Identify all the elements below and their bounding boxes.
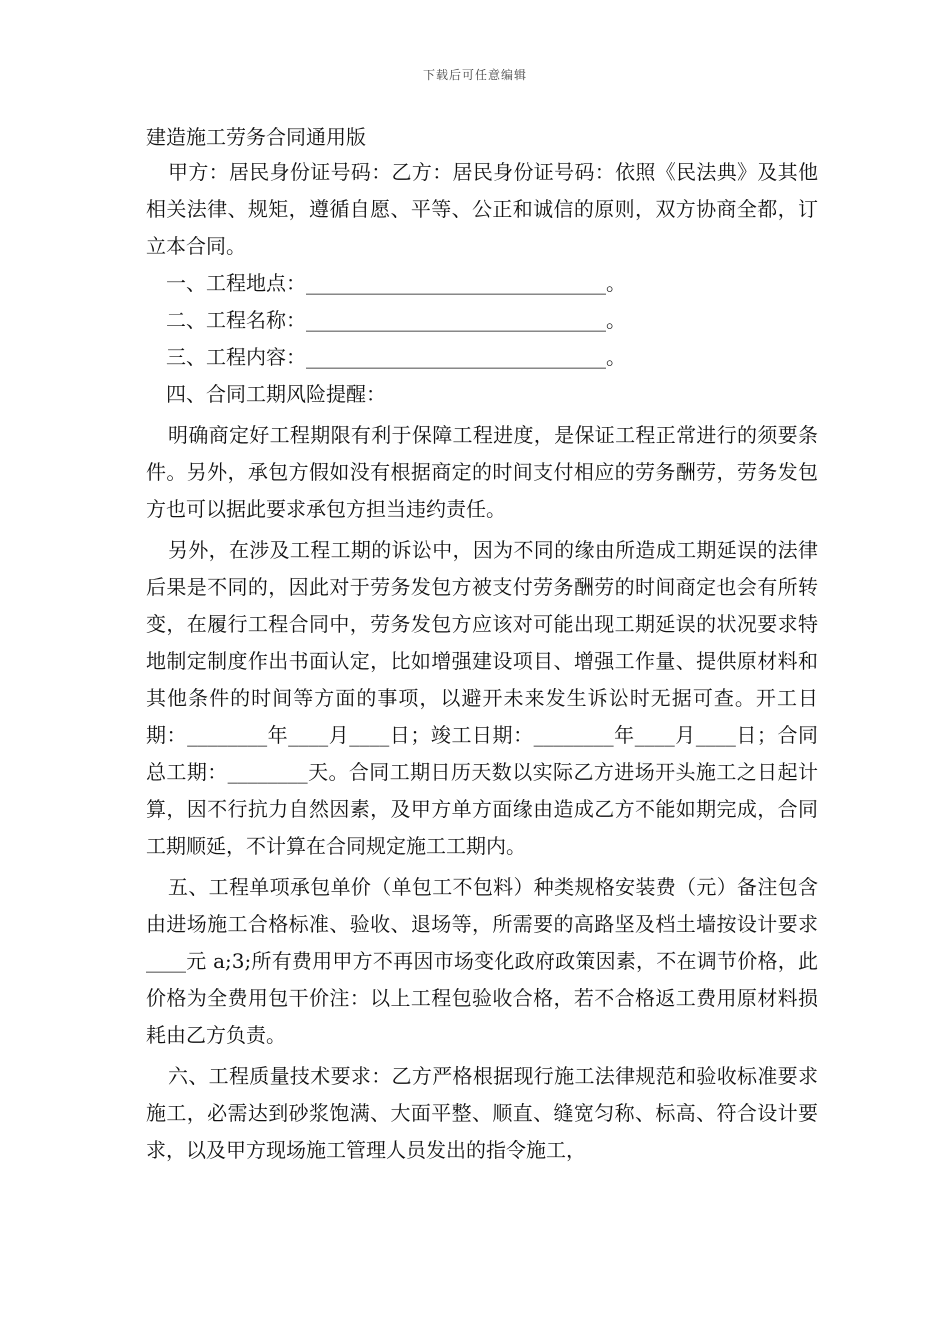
period-paragraph-1: 明确商定好工程期限有利于保障工程进度，是保证工程正常进行的须要条件。另外，承包方假如没有根据商定的时间支付相应的劳务酬劳，劳务发包方也可以据此要求承包方担当违约责任。 xyxy=(146,423,818,521)
page-header-note: 下载后可任意编辑 xyxy=(422,68,527,82)
item5-paragraph: 五、工程单项承包单价（单包工不包料）种类规格安装费（元）备注包含由进场施工合格标准、验收、退场等，所需要的高路坚及档土墙按设计要求____元 a;3;所有费用甲方不再因市场变化政府政策因素，不在调节价格，此价格为全费用包干价注：以上工程包验收合格，若不合格返工费用原材料损耗由乙方负责。 xyxy=(146,875,818,1047)
period-paragraph-2: 另外，在涉及工程工期的诉讼中，因为不同的缘由所造成工期延误的法律后果是不同的，因此对于劳务发包方被支付劳务酬劳的时间商定也会有所转变，在履行工程合同中，劳务发包方应该对可能出现工期延误的状况要求特地制定制度作出书面认定，比如增强建设项目、增强工作量、提供原材料和其他条件的时间等方面的事项，以避开未来发生诉讼时无据可查。开工日期：________年____月____日；竣工日期：________年____月____日；合同总工期：________天。合同工期日历天数以实际乙方进场开头施工之日起计算，因不行抗力自然因素，及甲方单方面缘由造成乙方不能如期完成，合同工期顺延，不计算在合同规定施工工期内。 xyxy=(146,538,818,858)
intro-paragraph: 甲方：居民身份证号码：乙方：居民身份证号码：依照《民法典》及其他相关法律、规矩，遵循自愿、平等、公正和诚信的原则，双方协商全都，订立本合同。 xyxy=(146,160,818,258)
item6-paragraph: 六、工程质量技术要求：乙方严格根据现行施工法律规范和验收标准要求施工，必需达到砂浆饱满、大面平整、顺直、缝宽匀称、标高、符合设计要求，以及甲方现场施工管理人员发出的指令施工， xyxy=(146,1064,818,1162)
item-period-risk-heading: 四、合同工期风险提醒： xyxy=(166,382,386,406)
item-project-location: 一、工程地点：______________________________。 xyxy=(166,271,626,295)
document-body xyxy=(146,122,818,1169)
item-project-content: 三、工程内容：______________________________。 xyxy=(166,345,626,369)
document-title: 建造施工劳务合同通用版 xyxy=(146,125,366,149)
item-project-name: 二、工程名称：______________________________。 xyxy=(166,308,626,332)
